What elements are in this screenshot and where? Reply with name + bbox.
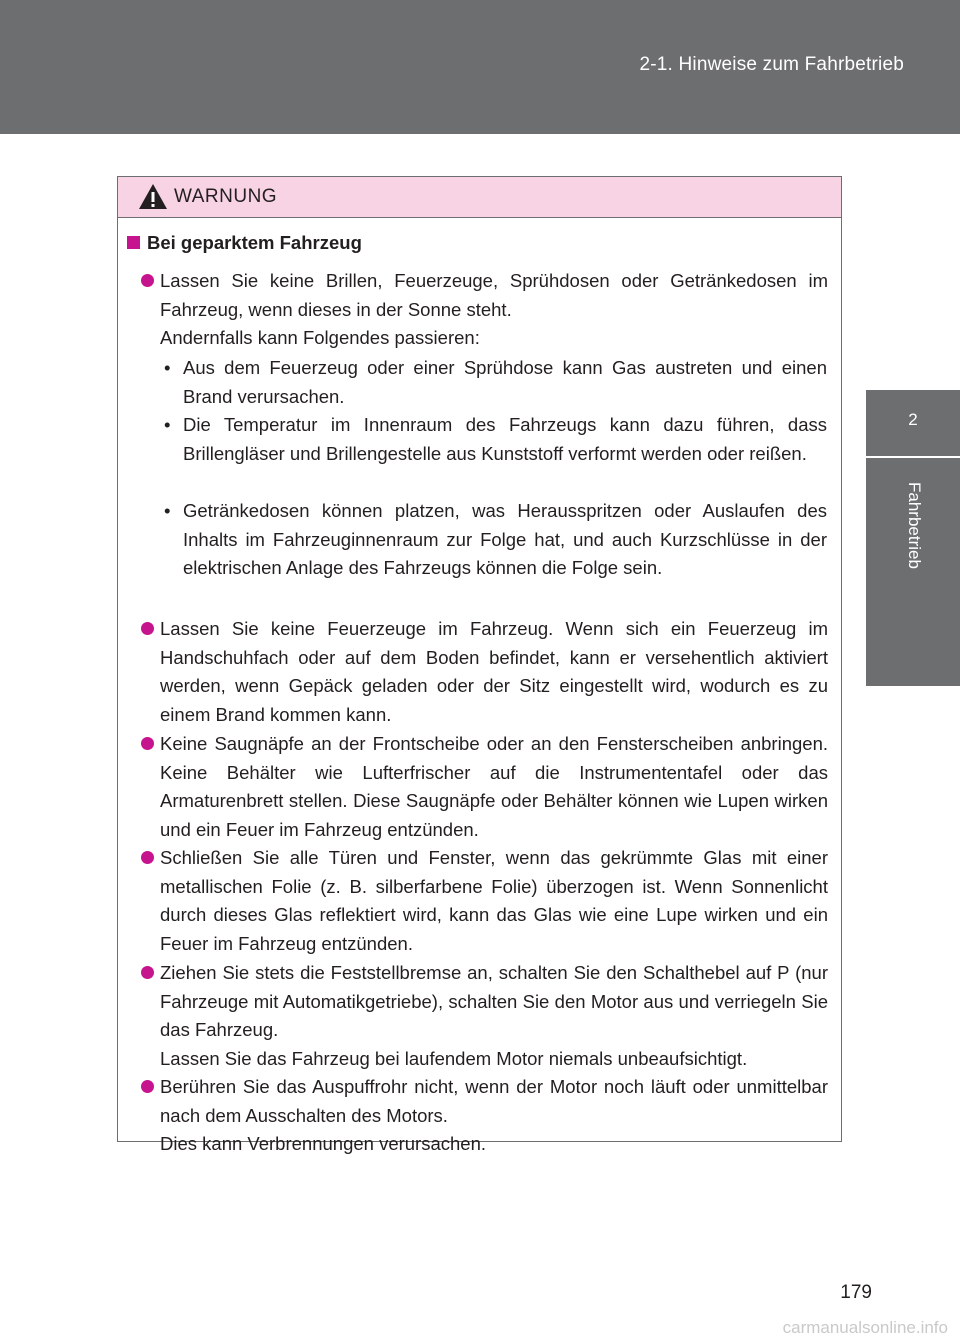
sub-list-item [164,411,827,468]
item-text: Andernfalls kann Folgendes passieren: [160,327,480,348]
round-bullet-icon [141,966,154,979]
list-item [141,730,828,844]
chapter-label: Fahrbetrieb [905,482,924,569]
item-text: Dies kann Verbrennungen verursachen. [160,1133,487,1154]
item-text: Keine Saugnäpfe an der Frontscheibe oder an den Fensterscheiben anbringen. Keine Behälter wie Lufterfrischer auf die Instrumententafel oder das Armaturenbrett stellen. Diese Saugnäpfe oder Behälter können wie Lupen wirken und ein Feuer im Fahrzeug entzünden. [160,733,828,840]
item-text: Lassen Sie keine Feuerzeuge im Fahrzeug. Wenn sich ein Feuerzeug im Handschuhfach oder auf dem Boden befindet, kann er versehentlich aktiviert werden, wenn Gepäck geladen oder der Sitz eingestellt wird, wodurch es zu einem Brand kommen kann. [160,618,828,725]
list-item [141,267,828,353]
item-text: Lassen Sie das Fahrzeug bei laufendem Motor niemals unbeaufsichtigt. [160,1047,748,1069]
chapter-side-tab [866,390,960,686]
chapter-number: 2 [908,410,918,429]
round-bullet-icon [141,1080,154,1093]
sub-item-text: Die Temperatur im Innenraum des Fahrzeugs kann dazu führen, dass Brillengläser und Brillengestelle aus Kunststoff verformt werden oder reißen. [183,414,827,464]
sub-list-item [164,497,827,583]
sub-item-text: Aus dem Feuerzeug oder einer Sprühdose kann Gas austreten und einen Brand verursachen. [183,357,827,407]
warning-triangle-icon [138,183,168,215]
item-text: Schließen Sie alle Türen und Fenster, wenn das gekrümmte Glas mit einer metallischen Folie (z. B. silberfarbene Folie) überzogen ist. Wenn Sonnenlicht durch dieses Glas reflektiert wird, kann das Glas wie eine Lupe wirken und ein Feuer im Fahrzeug entzünden. [160,847,828,954]
sub-bullet: • [164,357,171,378]
list-item [141,1073,828,1159]
sub-list-item [164,354,827,411]
tab-divider [866,456,960,458]
sub-item-text: Getränkedosen können platzen, was Herausspritzen oder Auslaufen des Inhalts im Fahrzeuginnenraum zur Folge hat, und auch Kurzschlüsse in der elektrischen Anlage des Fahrzeugs können die Folge sein. [183,500,827,578]
watermark: carmanualsonline.info [782,1318,948,1337]
list-item [141,615,828,729]
sub-bullet: • [164,414,171,435]
square-bullet-icon [127,236,140,249]
list-item [141,844,828,958]
section-title: 2-1. Hinweise zum Fahrbetrieb [639,54,904,75]
sub-bullet: • [164,500,171,521]
warning-header [118,177,841,218]
warning-title: WARNUNG [174,186,278,207]
item-text: Berühren Sie das Auspuffrohr nicht, wenn der Motor noch läuft oder unmittelbar nach dem Ausschalten des Motors. [160,1076,828,1126]
item-text: Ziehen Sie stets die Feststellbremse an, schalten Sie den Schalthebel auf P (nur Fahrzeuge mit Automatikgetriebe), schalten Sie den Motor aus und verriegeln Sie das Fahrzeug. [160,962,828,1040]
item-text: Lassen Sie keine Brillen, Feuerzeuge, Sprühdosen oder Getränkedosen im Fahrzeug, wenn dieses in der Sonne steht. [160,270,828,320]
round-bullet-icon [141,274,154,287]
page-number: 179 [840,1282,872,1303]
warning-box [117,176,842,1154]
top-header-band [0,0,960,134]
list-item [141,959,828,1073]
round-bullet-icon [141,851,154,864]
round-bullet-icon [141,622,154,635]
round-bullet-icon [141,737,154,750]
heading-text: Bei geparktem Fahrzeug [147,232,362,253]
section-heading [127,232,362,254]
